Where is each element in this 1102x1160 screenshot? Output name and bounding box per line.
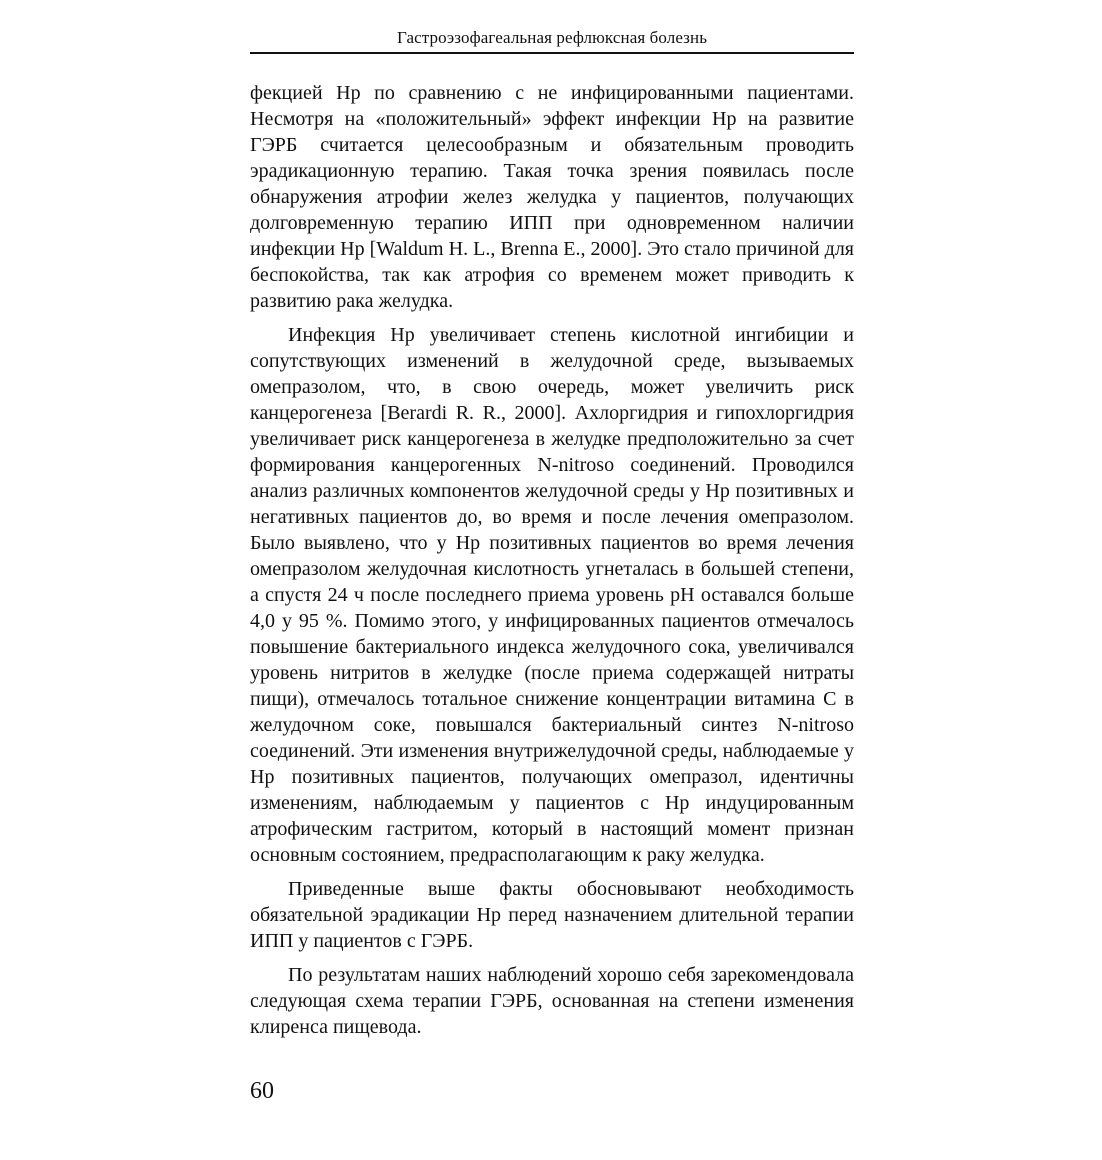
page-header — [250, 26, 854, 54]
body-text — [250, 80, 854, 1048]
paragraph-hp-infection: Инфекция Нр увеличивает степень кислотной ингибиции и сопутствующих изменений в желудочной среде, вызываемых омепразолом, что, в свою очередь, может увеличить риск канцерогенеза [Berardi R. R., 2000]. Ахлоргидрия и гипохлоргидрия увеличивает риск канцерогенеза в желудке предположительно за счет формирования канцерогенных N-nitroso соединений. Проводился анализ различных компонентов желудочной среды у Нр позитивных и негативных пациентов до, во время и после лечения омепразолом. Было выявлено, что у Нр позитивных пациентов во время лечения омепразолом желудочная кислотность угнеталась в большей степени, а спустя 24 ч после последнего приема уровень pH оставался больше 4,0 у 95 %. Помимо этого, у инфицированных пациентов отмечалось повышение бактериального индекса желудочного сока, увеличивался уровень нитритов в желудке (после приема содержащей нитраты пищи), отмечалось тотальное снижение концентрации витамина С в желудочном соке, повышался бактериальный синтез N-nitroso соединений. Эти изменения внутрижелудочной среды, наблюдаемые у Нр позитивных пациентов, получающих омепразол, идентичны изменениям, наблюдаемым у пациентов с Нр индуцированным атрофическим гастритом, который в настоящий момент признан основным состоянием, предрасполагающим к раку желудка. — [250, 324, 854, 866]
page-number: 60 — [250, 1078, 274, 1104]
paragraph-continuation: фекцией Нр по сравнению с не инфицированными пациентами. Несмотря на «положительный» эффект инфекции Нр на развитие ГЭРБ считается целесообразным и обязательным проводить эрадикационную терапию. Такая точка зрения появилась после обнаружения атрофии желез желудка у пациентов, получающих долговременную терапию ИПП при одновременном наличии инфекции Нр [Waldum H. L., Brenna E., 2000]. Это стало причиной для беспокойства, так как атрофия со временем может приводить к развитию рака желудка. — [250, 82, 854, 312]
running-title: Гастроэзофагеальная рефлюксная болезнь — [396, 28, 708, 47]
paragraph-therapy-scheme: По результатам наших наблюдений хорошо себя зарекомендовала следующая схема терапии ГЭРБ, основанная на степени изменения клиренса пищевода. — [250, 964, 854, 1038]
paragraph-eradication: Приведенные выше факты обосновывают необходимость обязательной эрадикации Нр перед назначением длительной терапии ИПП у пациентов с ГЭРБ. — [250, 878, 854, 952]
